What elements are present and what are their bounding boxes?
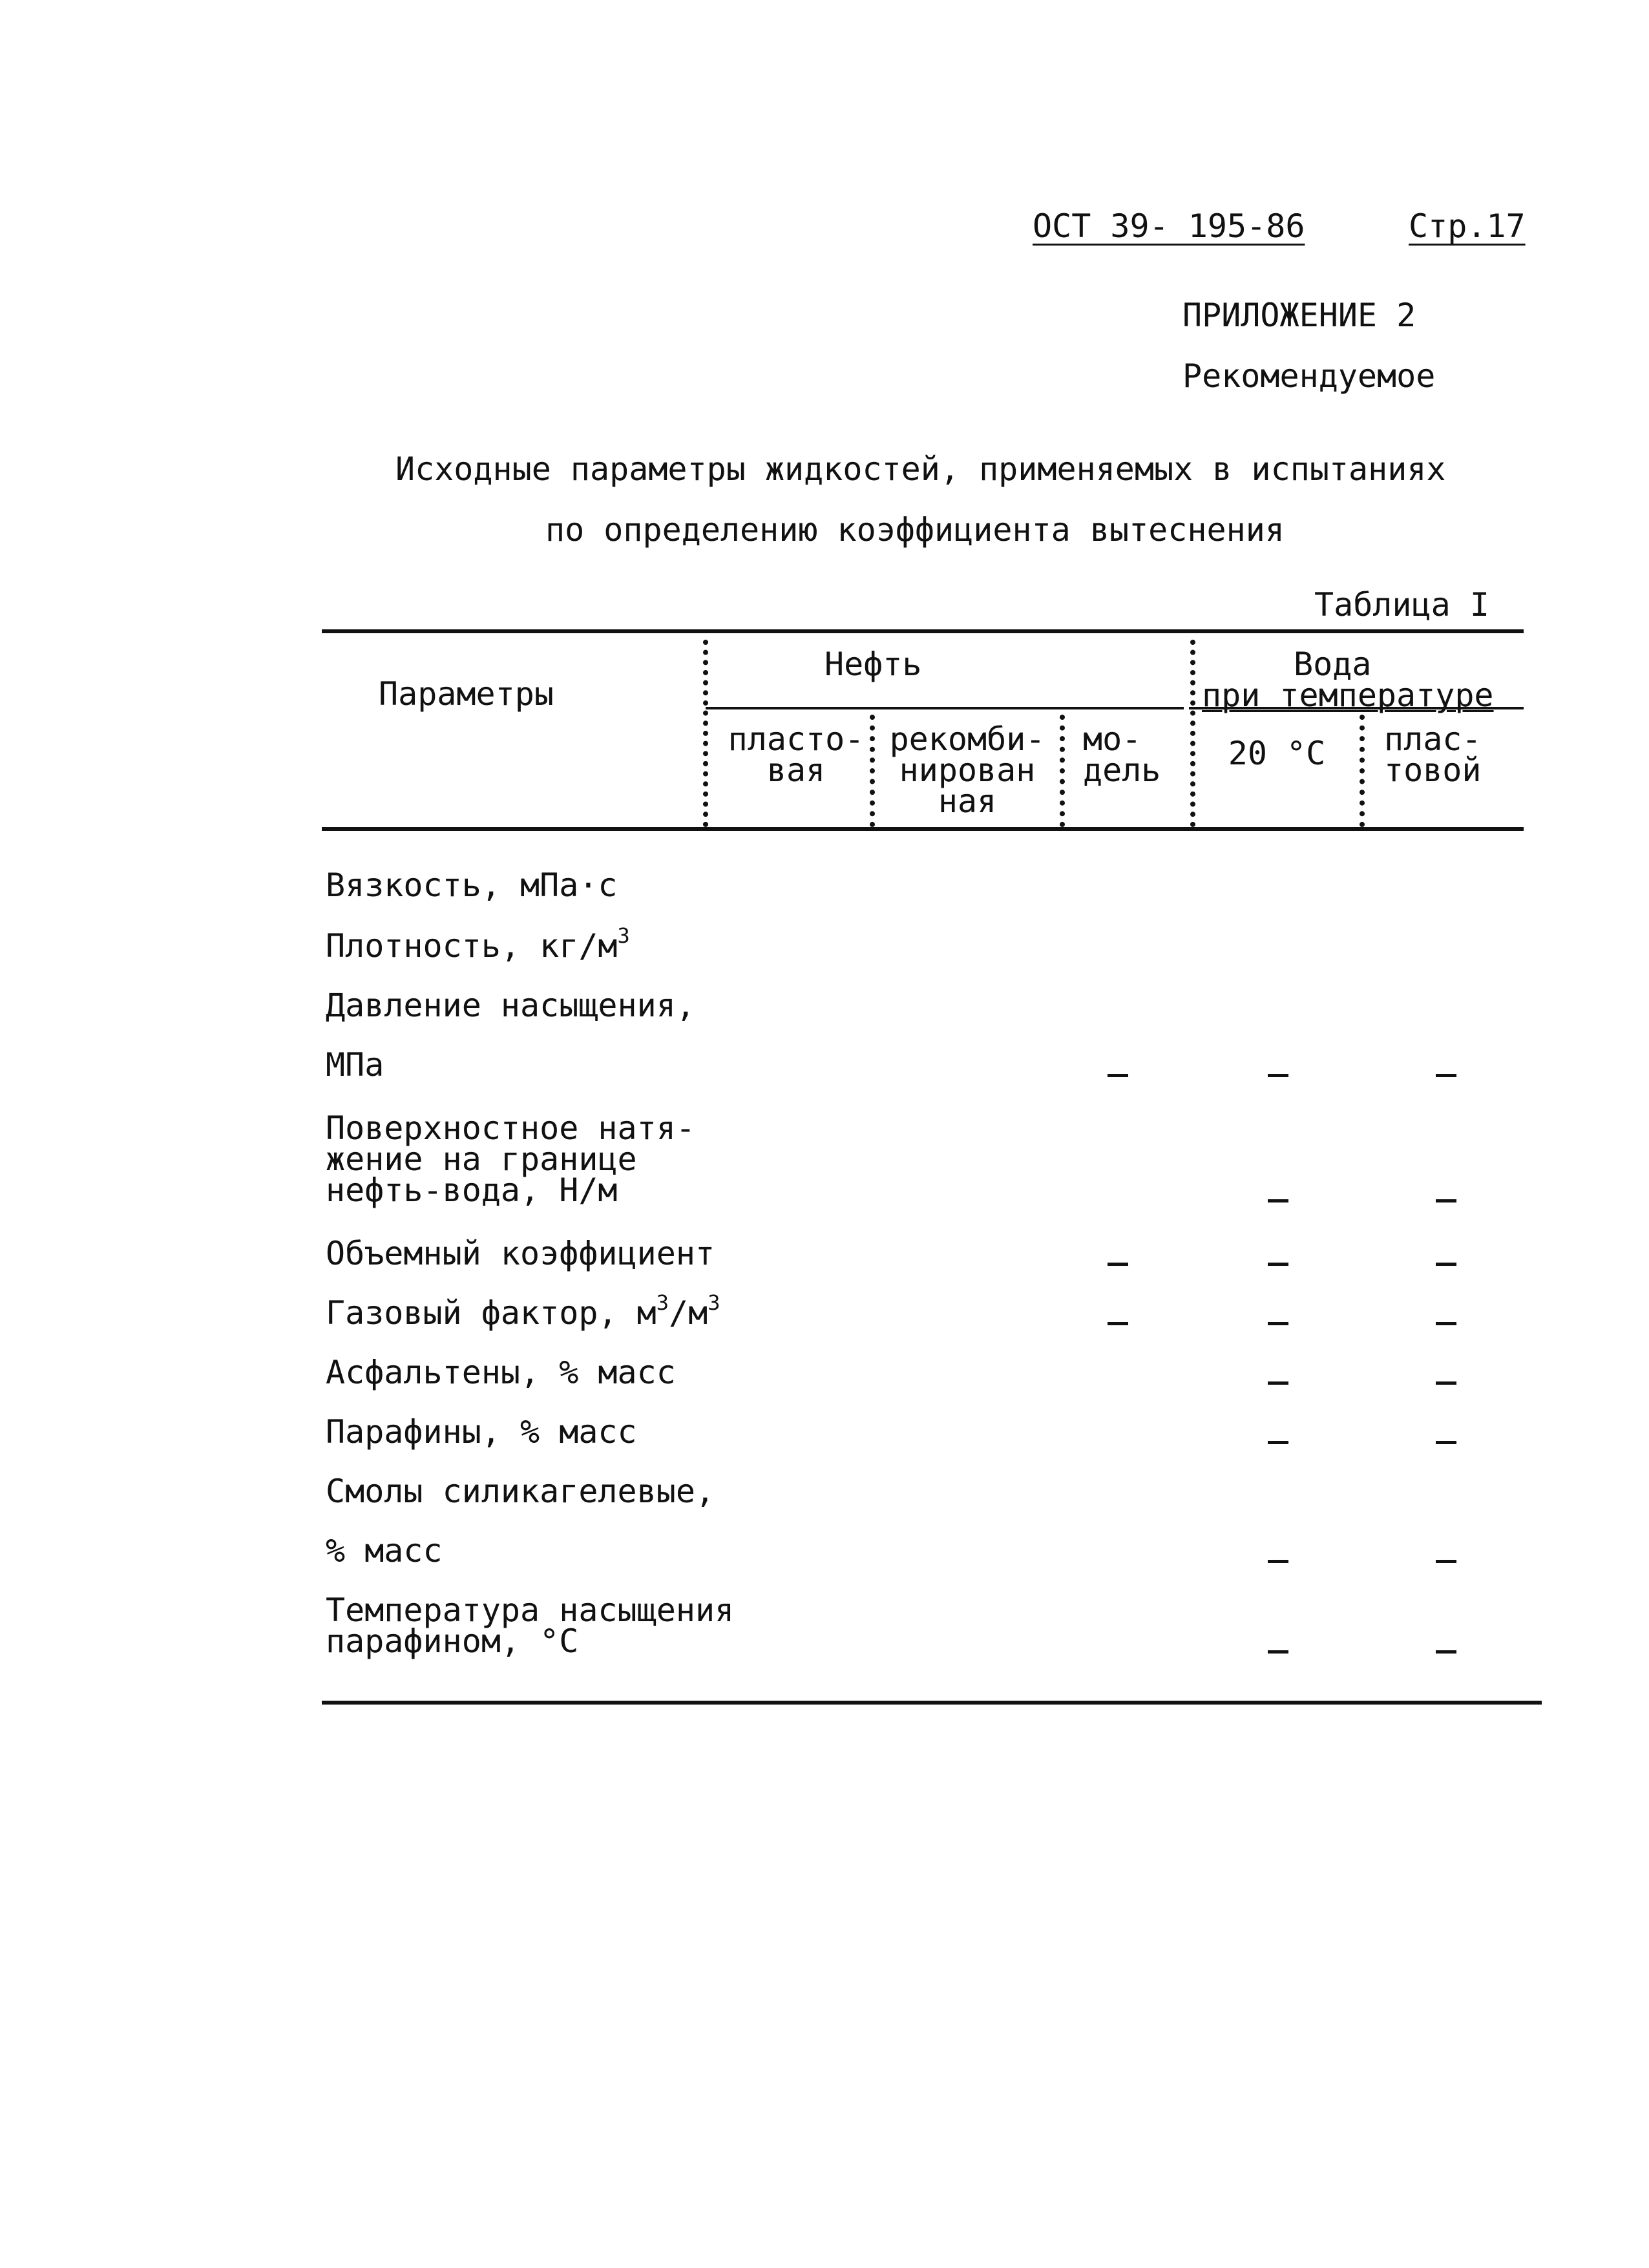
- column-divider: [1360, 715, 1365, 827]
- appendix-title: ПРИЛОЖЕНИЕ 2: [1182, 297, 1416, 334]
- standard-number: ОСТ 39- 195-86: [1033, 207, 1305, 245]
- column-divider: [1060, 715, 1065, 827]
- header-water-subtitle: при температуре: [1202, 677, 1494, 714]
- header-oil-model: мо- дель: [1083, 720, 1161, 789]
- header-parameters: Параметры: [379, 675, 554, 713]
- row-label: Поверхностное натя- жение на границе нефть-вода, Н/м: [326, 1109, 695, 1209]
- not-applicable-dash: [1268, 1650, 1288, 1654]
- row-label: МПа: [326, 1046, 384, 1084]
- not-applicable-dash: [1268, 1560, 1288, 1563]
- column-divider: [703, 640, 708, 827]
- header-water-20c: 20 °С: [1228, 735, 1326, 772]
- not-applicable-dash: [1268, 1199, 1288, 1202]
- not-applicable-dash: [1108, 1074, 1128, 1077]
- table-top-rule: [322, 629, 1524, 633]
- row-label: Давление насыщения,: [326, 987, 695, 1024]
- not-applicable-dash: [1436, 1199, 1456, 1202]
- row-label: Газовый фактор, $м^3/м^3$: [326, 1290, 720, 1332]
- row-label: Объемный коэффициент: [326, 1235, 715, 1272]
- not-applicable-dash: [1436, 1263, 1456, 1266]
- appendix-status: Рекомендуемое: [1182, 357, 1436, 395]
- row-label: Асфальтены, % масс: [326, 1354, 676, 1391]
- not-applicable-dash: [1268, 1322, 1288, 1325]
- superscript: 3: [656, 1290, 669, 1315]
- not-applicable-dash: [1268, 1074, 1288, 1077]
- row-label: Температура насыщения парафином, °С: [326, 1591, 735, 1660]
- not-applicable-dash: [1436, 1441, 1456, 1444]
- header-oil: Нефть: [824, 646, 922, 683]
- not-applicable-dash: [1268, 1441, 1288, 1444]
- not-applicable-dash: [1108, 1322, 1128, 1325]
- header-oil-recombined: рекомби- нирован ная: [889, 720, 1045, 820]
- header-oil-formation: пласто- вая: [728, 720, 865, 789]
- not-applicable-dash: [1436, 1074, 1456, 1077]
- caption-line-2: по определению коэффициента вытеснения: [545, 511, 1285, 549]
- row-label: % масс: [326, 1532, 443, 1570]
- page-number: Стр.17: [1409, 207, 1526, 245]
- row-label: Вязкость, мПа·с: [326, 866, 618, 904]
- superscript: 3: [617, 923, 630, 948]
- header-water: Вода: [1294, 646, 1372, 683]
- not-applicable-dash: [1436, 1650, 1456, 1654]
- not-applicable-dash: [1108, 1263, 1128, 1266]
- not-applicable-dash: [1268, 1263, 1288, 1266]
- header-water-formation: плас- товой: [1384, 720, 1482, 789]
- column-divider: [870, 715, 875, 827]
- row-label: Плотность, $кг/м^3$: [326, 923, 630, 965]
- table-label: Таблица I: [1314, 586, 1489, 624]
- row-label: Смолы силикагелевые,: [326, 1473, 715, 1510]
- header-bottom-rule: [322, 827, 1524, 831]
- column-divider: [1190, 640, 1195, 827]
- superscript: 3: [708, 1290, 720, 1315]
- oil-group-rule: [706, 707, 1184, 709]
- caption-line-1: Исходные параметры жидкостей, применяемых в испытаниях: [395, 450, 1446, 488]
- not-applicable-dash: [1436, 1381, 1456, 1385]
- not-applicable-dash: [1436, 1322, 1456, 1325]
- not-applicable-dash: [1436, 1560, 1456, 1563]
- row-label: Парафины, % масс: [326, 1413, 637, 1451]
- table-bottom-rule: [322, 1701, 1542, 1705]
- not-applicable-dash: [1268, 1381, 1288, 1385]
